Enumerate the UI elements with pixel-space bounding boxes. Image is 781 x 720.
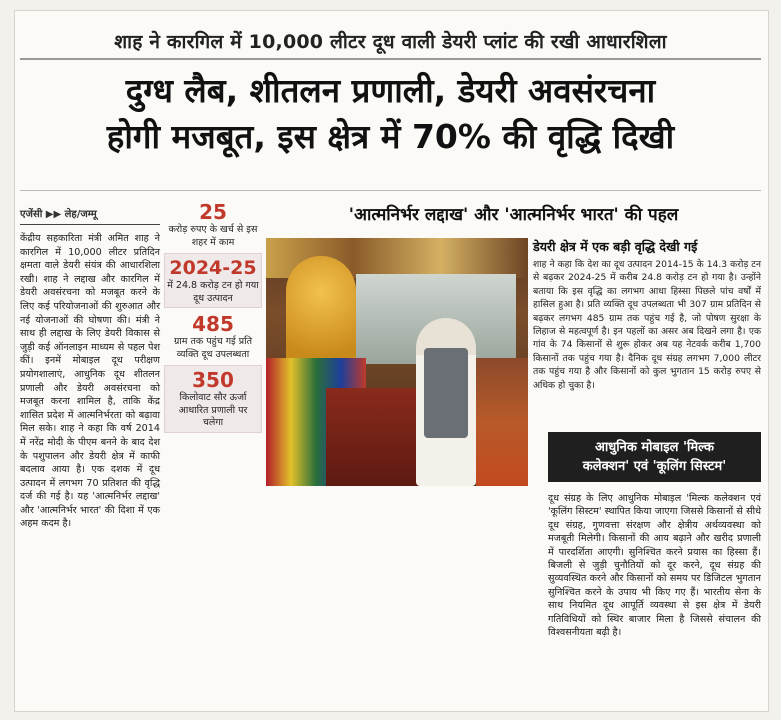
stat-number: 2024-25	[169, 257, 257, 279]
divider	[20, 190, 761, 191]
stats-column	[164, 200, 262, 437]
stat-description: करोड़ रुपए के खर्च से इस शहर में काम	[168, 224, 258, 248]
section-body: शाह ने कहा कि देश का दूध उत्पादन 2014-15 के 14.3 करोड़ टन से बढ़कर 2024-25 में करीब 24.8 करोड़ टन हो गया है। उन्होंने बताया कि इस वृद्धि का लगभग आधा हिस्सा पिछले पांच वर्षों में हासिल हुआ है। प्रति व्यक्ति दूध उपलब्धता भी 307 ग्राम प्रतिदिन से बढ़कर लगभग 485 ग्राम तक पहुंच गई है, जो पोषण सुरक्षा के लिहाज से महत्वपूर्ण है। इन पहलों का असर अब दिखने लगा है। एक गांव के 74 किसानों से शुरू होकर अब यह नेटवर्क करीब 1,700 किसानों तक पहुंच गया है। दैनिक दूध संग्रह लगभग 7,000 लीटर तक पहुंच गया है और किसानों को कुल भुगतान 15 करोड़ रुपए से अधिक हो चुका है।	[533, 259, 761, 391]
dateline: एजेंसी ▶▶ लेह/जम्मू	[20, 206, 160, 225]
left-column-body: केंद्रीय सहकारिता मंत्री अमित शाह ने कारगिल में 10,000 लीटर प्रतिदिन क्षमता वाले डेयरी संयंत्र की आधारशिला रखी। शाह ने लद्दाख और कारगिल में डेयरी अवसंरचना को मजबूत करने के लिए कई परियोजनाओं की शुरुआत और नई योजनाओं की घोषणा की। मंत्री ने साथ ही लद्दाख के लिए डेयरी विकास से जुड़ी कई ऑनलाइन माध्यम से पहल पेश कीं। इनमें मोबाइल दूध परीक्षण प्रयोगशालाएं, आधुनिक दूध शीतलन प्रणाली और डेयरी अवसंरचना को मजबूत करना शामिल है, ताकि केंद्र शासित प्रदेश में आत्मनिर्भरता को बढ़ावा मिल सके। शाह ने कहा कि वर्ष 2014 में नरेंद्र मोदी के पीएम बनने के बाद देश के पशुपालन और डेयरी क्षेत्र में काफी बदलाव आया है। एक दशक में दूध उत्पादन में लगभग 70 प्रतिशत की वृद्धि दर्ज की गई है। यह 'आत्मनिर्भर लद्दाख' और 'आत्मनिर्भर भारत' की दिशा में एक अहम कदम है।	[20, 233, 160, 530]
section-milk-collection-body: दूध संग्रह के लिए आधुनिक मोबाइल 'मिल्क कलेक्शन एवं 'कूलिंग सिस्टम' स्थापित किया जाएगा जिससे किसानों से सीधे दूध संग्रह, गुणवत्ता संरक्षण और क्षेत्रीय अर्थव्यवस्था को मजबूती मिलेगी। किसानों की आय बढ़ाने और खरीद प्रणाली में पारदर्शिता आएगी। सुनिश्चित करने प्रयास का हिस्सा हैं। बिजली से जुड़ी चुनौतियों को दूर करने, दूध संग्रह की सुव्यवस्थित करने और किसानों को समय पर डिजिटल भुगतान सुनिश्चित करने के उपाय भी किए गए हैं। भारतीय सेना के साथ नियमित दूध आपूर्ति व्यवस्था से इस क्षेत्र में डेयरी गतिविधियों को स्थिर बाजार मिला है जिससे संचालन की विश्वसनीयता बढ़ी है।	[548, 493, 761, 639]
stat-number: 25	[199, 200, 227, 224]
banner-line-1: आधुनिक मोबाइल 'मिल्क	[595, 440, 714, 455]
stat-item	[164, 200, 262, 249]
stat-number: 350	[192, 368, 234, 392]
headline-line-2: होगी मजबूत, इस क्षेत्र में 70% की वृद्धि दिखी	[106, 117, 675, 156]
stat-description: किलोवाट सौर ऊर्जा आधारित प्रणाली पर चलेगा	[178, 392, 248, 428]
divider	[20, 58, 761, 60]
stat-number: 485	[192, 312, 234, 336]
kicker: शाह ने कारगिल में 10,000 लीटर दूध वाली डेयरी प्लांट की रखी आधारशिला	[114, 31, 667, 53]
stat-description: में 24.8 करोड़ टन हो गया दूध उत्पादन	[167, 280, 259, 304]
banner-line-2: कलेक्शन' एवं 'कूलिंग सिस्टम'	[582, 459, 727, 474]
stat-item	[164, 253, 262, 308]
section-dairy-growth	[533, 238, 761, 392]
headline	[14, 68, 767, 160]
section-banner	[548, 432, 761, 482]
stat-item	[164, 365, 262, 433]
side-headline: 'आत्मनिर्भर लद्दाख' और 'आत्मनिर्भर भारत' की पहल	[348, 205, 679, 225]
headline-line-1: दुग्ध लैब, शीतलन प्रणाली, डेयरी अवसंरचना	[125, 71, 656, 110]
stat-description: ग्राम तक पहुंच गई प्रति व्यक्ति दूध उपलब्धता	[173, 336, 253, 360]
section-title: डेयरी क्षेत्र में एक बड़ी वृद्धि देखी गई	[533, 239, 698, 254]
news-photo	[266, 238, 528, 486]
stat-item	[164, 312, 262, 361]
